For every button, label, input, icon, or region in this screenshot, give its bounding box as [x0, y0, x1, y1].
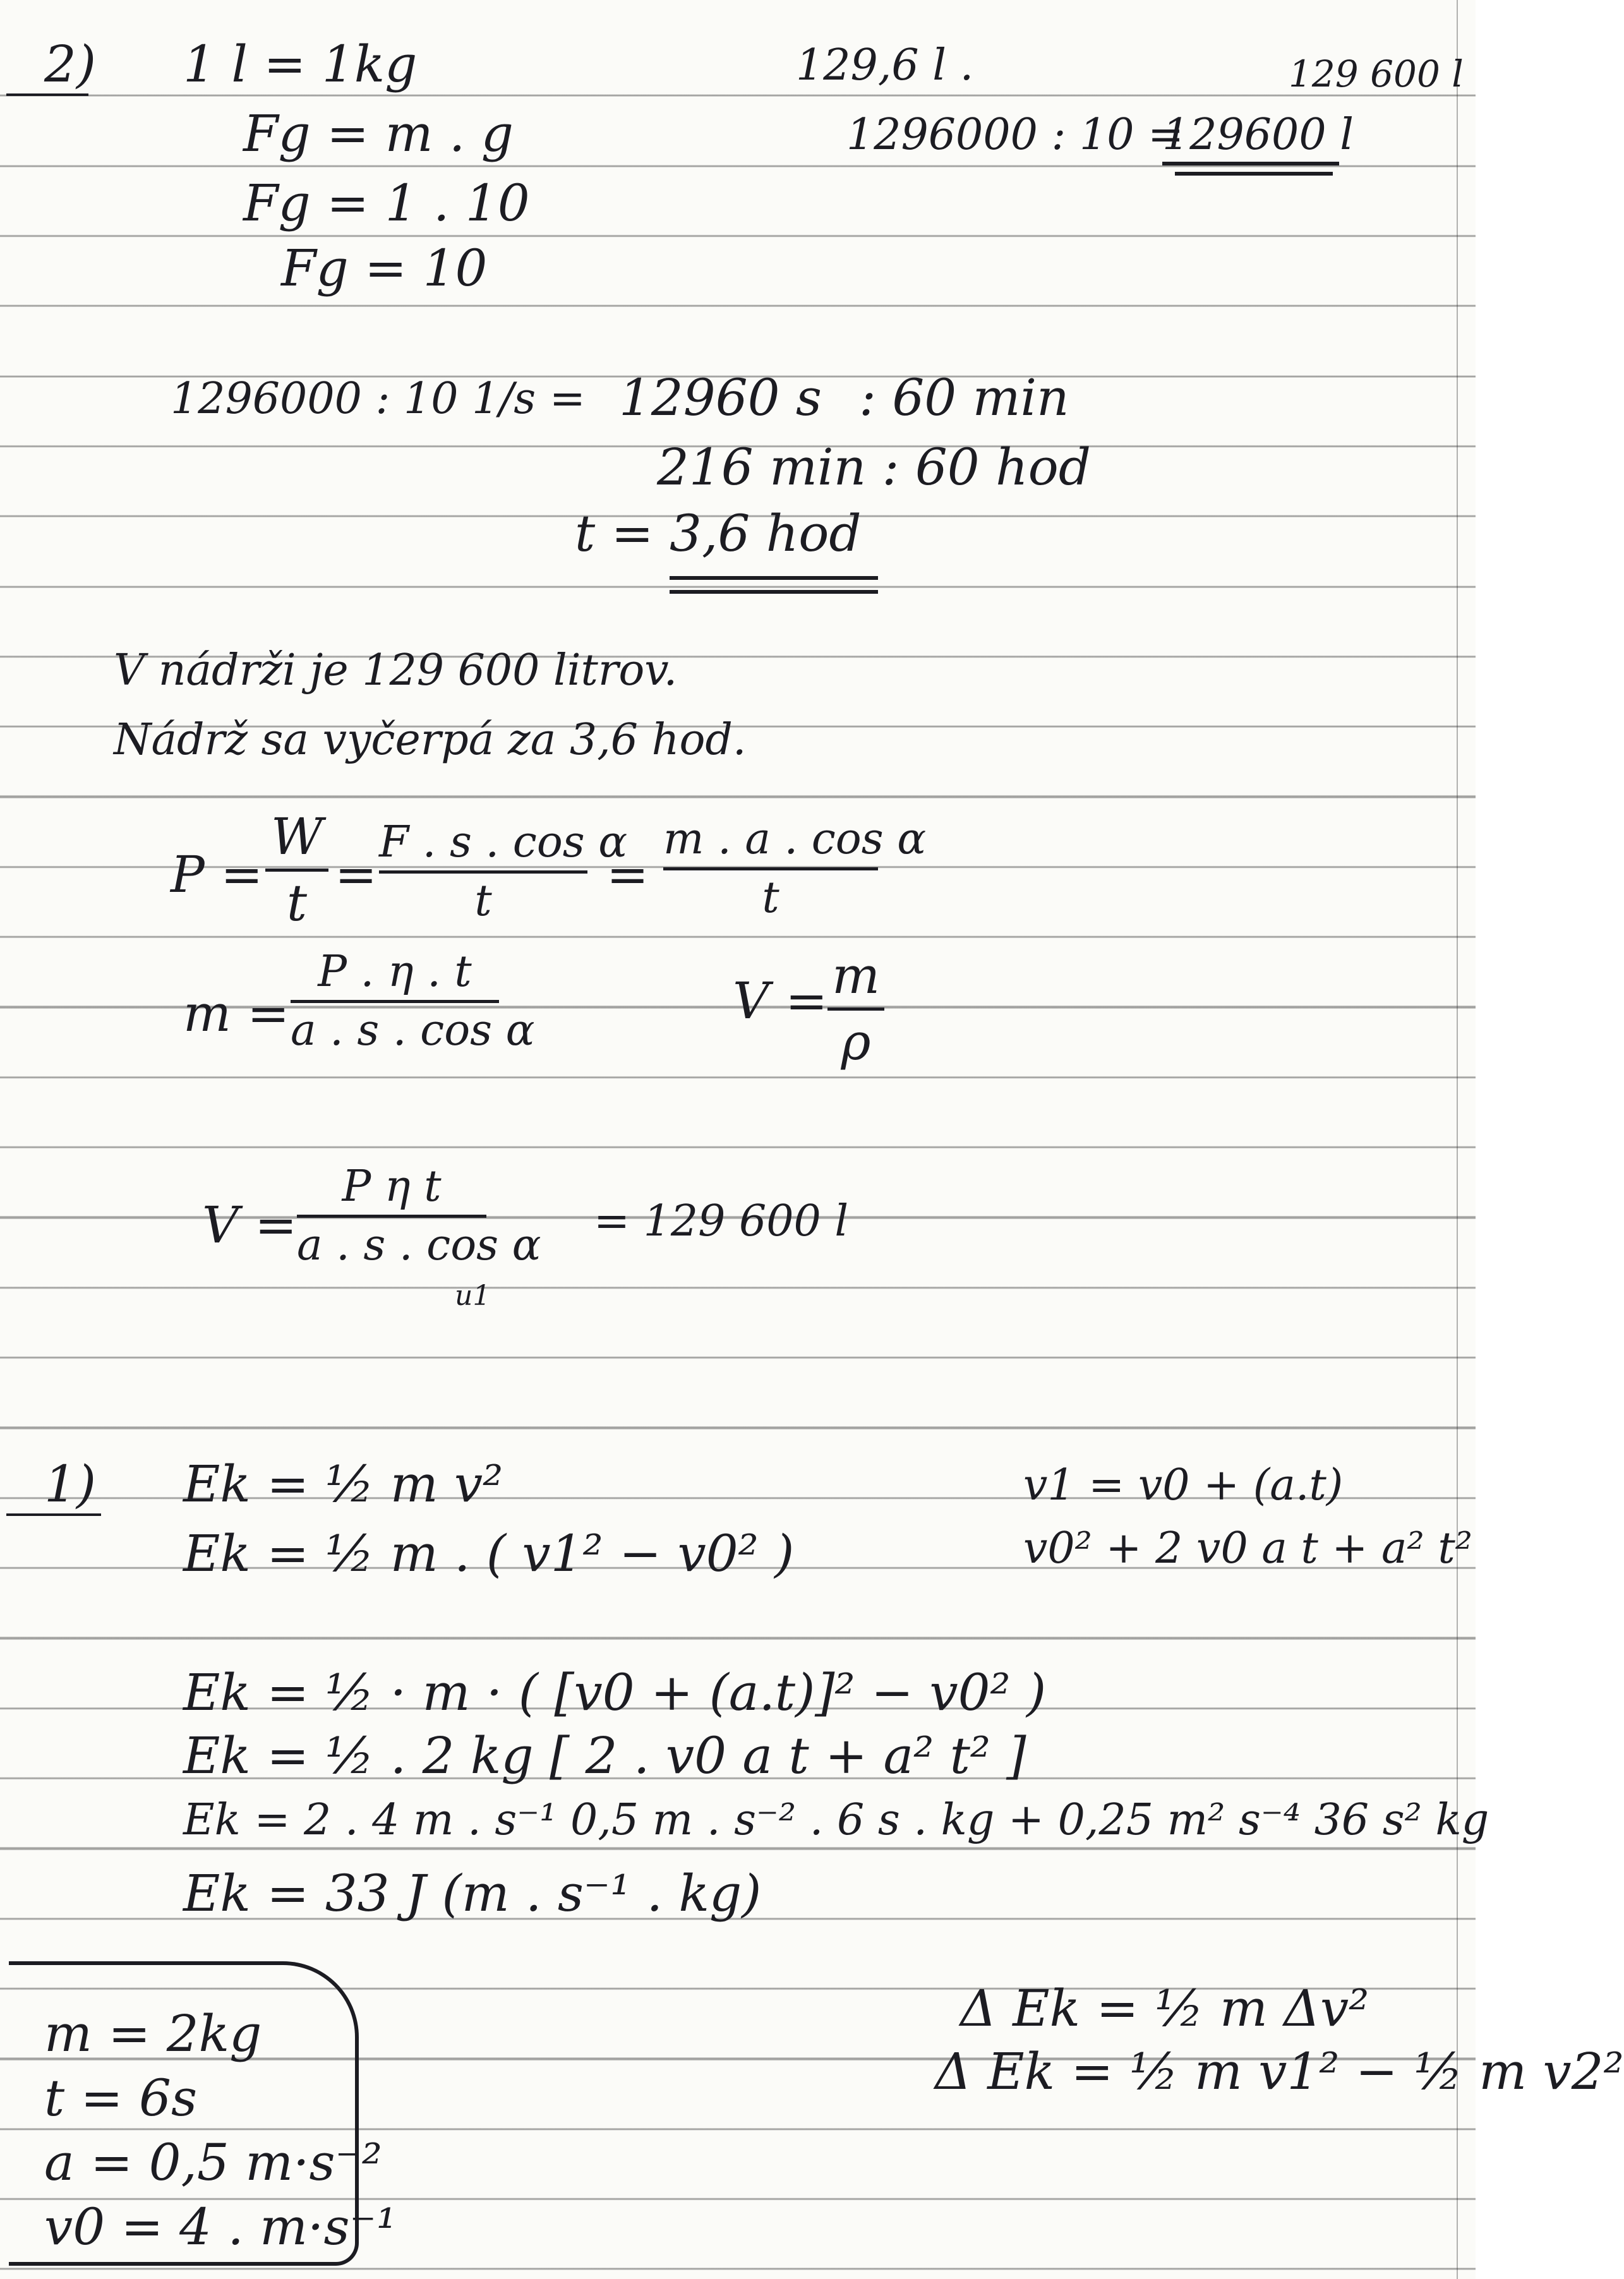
seconds-value: 12960 s	[619, 368, 822, 427]
v1-squared-expansion: v0² + 2 v0 a t + a² t²	[1023, 1524, 1473, 1573]
kinetic-energy-2: Ek = ½ m . ( v1² − v0² )	[183, 1524, 795, 1583]
fraction-bar	[827, 1007, 884, 1011]
given-initial-velocity: v0 = 4 . m·s⁻¹	[44, 2198, 397, 2256]
division-expression: 1296000 : 10 =	[846, 110, 1184, 160]
division-underline-2	[1175, 172, 1333, 176]
volume-numerator-m: m	[832, 946, 880, 1005]
power-denominator-t: t	[286, 874, 308, 932]
equals-sign-1: =	[335, 845, 378, 904]
power-numerator-fs: F . s . cos α	[379, 817, 628, 867]
power-numerator-ma: m . a . cos α	[663, 814, 927, 864]
power-denominator-t: t	[474, 876, 492, 926]
problem-1-number: 1)	[44, 1455, 97, 1513]
division-underline-1	[1162, 162, 1339, 165]
power-fraction-w-over-t	[265, 807, 328, 932]
volume-subscript: u1	[455, 1280, 491, 1312]
given-time: t = 6s	[44, 2069, 197, 2127]
fraction-bar	[379, 870, 587, 874]
mass-numerator: P . η . t	[318, 947, 472, 997]
kinetic-energy-6: Ek = 33 J (m . s⁻¹ . kg)	[183, 1864, 762, 1923]
power-denominator-t: t	[762, 873, 779, 923]
v1-equation: v1 = v0 + (a.t)	[1023, 1460, 1344, 1510]
given-acceleration: a = 0,5 m·s⁻²	[44, 2133, 382, 2192]
given-volume: 1 l = 1kg	[183, 35, 418, 93]
problem-2-underline	[6, 93, 88, 96]
liters-note: 129,6 l .	[796, 40, 974, 90]
volume-result: = 129 600 l	[594, 1196, 849, 1246]
given-mass: m = 2kg	[44, 2004, 262, 2063]
mass-fraction	[291, 947, 535, 1055]
volume-numerator: P η t	[342, 1162, 442, 1212]
division-result: 129600 l	[1162, 110, 1354, 160]
volume-lhs-short: V =	[733, 971, 828, 1030]
seconds-to-minutes: : 60 min	[859, 368, 1069, 427]
answer-sentence-2: Nádrž sa vyčerpá za 3,6 hod.	[114, 715, 747, 765]
hours-underline-2	[670, 590, 878, 594]
volume-denominator-rho: ρ	[841, 1013, 871, 1071]
minutes-value: 216 min : 60 hod	[657, 438, 1092, 496]
delta-energy-1: Δ Ek = ½ m Δv²	[960, 1979, 1369, 2038]
fg-result: Fg = 10	[281, 239, 488, 298]
power-lhs: P =	[171, 845, 263, 904]
problem-2-number: 2)	[44, 35, 97, 93]
time-calculation: 1296000 : 10 1/s =	[171, 374, 586, 424]
hours-result: t = 3,6 hod	[575, 504, 862, 563]
kinetic-energy-1: Ek = ½ m v²	[183, 1455, 503, 1513]
hours-underline-1	[670, 576, 878, 580]
margin-line	[1457, 0, 1458, 2279]
mass-lhs: m =	[183, 984, 290, 1043]
power-fraction-fs	[379, 817, 628, 926]
volume-fraction-m-over-rho	[827, 946, 884, 1071]
kinetic-energy-5: Ek = 2 . 4 m . s⁻¹ 0,5 m . s⁻² . 6 s . kg + 0,25 m² s⁻⁴ 36 s² kg	[183, 1795, 1489, 1845]
delta-energy-2: Δ Ek = ½ m v1² − ½ m v2²	[935, 2042, 1624, 2101]
kinetic-energy-4: Ek = ½ . 2 kg [ 2 . v0 a t + a² t² ]	[183, 1726, 1026, 1785]
power-fraction-ma	[663, 814, 927, 923]
mass-denominator: a . s . cos α	[291, 1006, 535, 1055]
fraction-bar	[265, 869, 328, 872]
fraction-bar	[663, 867, 878, 870]
fg-substitution: Fg = 1 . 10	[243, 174, 530, 232]
volume-lhs: V =	[202, 1196, 298, 1254]
liters-right: 129 600 l	[1289, 52, 1464, 95]
fraction-bar	[291, 1000, 499, 1003]
power-numerator-w: W	[270, 807, 323, 866]
kinetic-energy-3: Ek = ½ · m · ( [v0 + (a.t)]² − v0² )	[183, 1663, 1047, 1722]
problem-1-underline	[6, 1513, 101, 1516]
fraction-bar	[297, 1215, 486, 1218]
fg-formula: Fg = m . g	[243, 104, 514, 163]
answer-sentence-1: V nádrži je 129 600 litrov.	[114, 646, 678, 695]
volume-fraction	[297, 1162, 541, 1270]
volume-denominator: a . s . cos α	[297, 1220, 541, 1270]
equals-sign-2: =	[606, 845, 649, 904]
